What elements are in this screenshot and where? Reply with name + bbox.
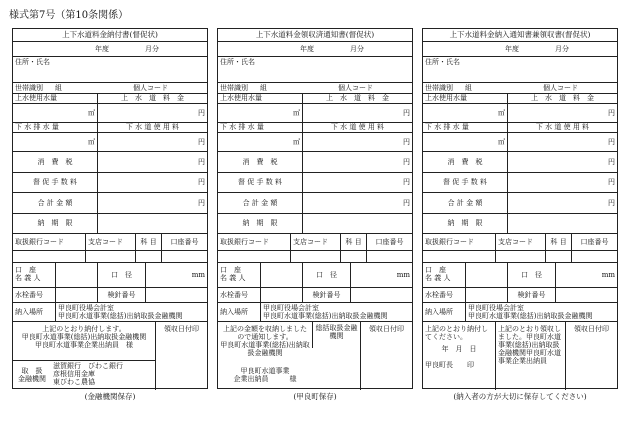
payee-text: 甲良町役場会計室 甲良町水道事業(総括)出納取扱金融機関 xyxy=(465,303,617,321)
subject-label: 科 目 xyxy=(545,234,571,250)
form-payment-slip xyxy=(12,28,208,389)
water-fee-field[interactable]: 円 xyxy=(302,104,412,122)
tax-field[interactable]: 円 xyxy=(507,152,617,172)
account-number-label: 口座番号 xyxy=(161,234,207,250)
water-volume-label: 上水使用水量 xyxy=(425,94,467,103)
sewer-volume-label: 下 水 排 水 量 xyxy=(220,123,264,132)
caption: (甲良町保存) xyxy=(293,392,337,401)
account-number-label: 口座番号 xyxy=(571,234,617,250)
account-holder-label: 口 座 名 義 人 xyxy=(220,266,246,283)
account-holder-field[interactable] xyxy=(465,263,507,287)
inspection-number-field[interactable] xyxy=(555,288,617,302)
due-date-field[interactable] xyxy=(97,214,207,233)
group-label: 組 xyxy=(260,83,267,92)
household-label: 世帯識別 xyxy=(15,83,43,92)
subject-label: 科 目 xyxy=(135,234,161,250)
account-holder-field[interactable] xyxy=(55,263,97,287)
notice-text: 上記のとおり納付してください。 年 月 日 甲良町長 印 xyxy=(425,325,488,370)
tax-label: 消 費 税 xyxy=(242,157,278,166)
total-label: 合 計 金 額 xyxy=(242,198,278,207)
sewer-fee-label: 下 水 道 使 用 料 xyxy=(97,123,207,132)
inspection-number-field[interactable] xyxy=(350,288,412,302)
water-fee-label: 上 水 道 料 金 xyxy=(97,94,207,103)
receipt-text: 上記のとおり納付します。 甲良町水道事業(総括)出納取扱金融機関 甲良町水道事業企業出納員 様 xyxy=(21,325,147,350)
meter-number-label: 水栓番号 xyxy=(425,290,453,299)
inspection-number-label: 検針番号 xyxy=(97,288,145,302)
reminder-fee-field[interactable]: 円 xyxy=(97,173,207,192)
reminder-fee-label: 督 促 手 数 料 xyxy=(33,178,77,187)
inspection-number-field[interactable] xyxy=(145,288,207,302)
account-holder-label: 口 座 名 義 人 xyxy=(425,266,451,283)
due-date-label: 納 期 限 xyxy=(242,219,278,228)
reminder-fee-label: 督 促 手 数 料 xyxy=(238,178,282,187)
stamp-area[interactable]: 領収日付印 xyxy=(565,322,617,390)
sewer-volume-field[interactable]: ㎥ xyxy=(498,137,505,146)
form-title: 上下水道料金納入通知書兼領収書(督促状) xyxy=(449,29,591,39)
diameter-field[interactable]: mm xyxy=(145,263,207,287)
address-name-field[interactable]: 住所・氏名 xyxy=(15,58,50,66)
meter-number-field[interactable] xyxy=(55,288,97,302)
total-field[interactable]: 円 xyxy=(507,193,617,213)
sewer-fee-field[interactable]: 円 xyxy=(302,133,412,151)
form-receipt-notice xyxy=(217,28,413,389)
bank-code-label: 取扱銀行コード xyxy=(220,237,269,246)
branch-code-label: 支店コード xyxy=(290,234,340,250)
sewer-volume-field[interactable]: ㎥ xyxy=(88,137,95,146)
due-date-field[interactable] xyxy=(302,214,412,233)
payee-text: 甲良町役場会計室 甲良町水道事業(総括)出納取扱金融機関 xyxy=(55,303,207,321)
due-date-field[interactable] xyxy=(507,214,617,233)
sewer-volume-field[interactable]: ㎥ xyxy=(293,137,300,146)
reminder-fee-field[interactable]: 円 xyxy=(507,173,617,192)
water-volume-field[interactable]: ㎥ xyxy=(88,108,95,117)
personal-code-label: 個人コード xyxy=(133,83,168,92)
bank-code-label: 取扱銀行コード xyxy=(15,237,64,246)
water-volume-field[interactable]: ㎥ xyxy=(293,108,300,117)
sewer-fee-field[interactable]: 円 xyxy=(97,133,207,151)
water-volume-field[interactable]: ㎥ xyxy=(498,108,505,117)
bank-section xyxy=(13,360,155,390)
meter-number-label: 水栓番号 xyxy=(220,290,248,299)
household-label: 世帯識別 xyxy=(220,83,248,92)
diameter-label: 口 径 xyxy=(97,263,145,287)
total-field[interactable]: 円 xyxy=(97,193,207,213)
water-fee-label: 上 水 道 料 金 xyxy=(507,94,617,103)
water-fee-field[interactable]: 円 xyxy=(97,104,207,122)
receipt-text: 上記の金額を収納しましたので通知します。 甲良町水道事業(総括)出納取扱金融機関 甲良町水道事業 企業出納員 様 xyxy=(220,325,310,384)
account-number-label: 口座番号 xyxy=(366,234,412,250)
sewer-volume-label: 下 水 排 水 量 xyxy=(425,123,469,132)
due-date-label: 納 期 限 xyxy=(447,219,483,228)
water-fee-field[interactable]: 円 xyxy=(507,104,617,122)
form-title: 上下水道料金納付書(督促状) xyxy=(62,29,158,39)
diameter-field[interactable]: mm xyxy=(555,263,617,287)
inspection-number-label: 検針番号 xyxy=(507,288,555,302)
water-volume-label: 上水使用水量 xyxy=(220,94,262,103)
bank-code-label: 取扱銀行コード xyxy=(425,237,474,246)
group-label: 組 xyxy=(465,83,472,92)
meter-number-label: 水栓番号 xyxy=(15,290,43,299)
stamp-area[interactable]: 領収日付印 xyxy=(360,322,412,390)
sewer-fee-label: 下 水 道 使 用 料 xyxy=(507,123,617,132)
form-title: 上下水道料金領収済通知書(督促状) xyxy=(255,29,375,39)
payee-label: 納入場所 xyxy=(15,307,43,316)
meter-number-field[interactable] xyxy=(465,288,507,302)
tax-field[interactable]: 円 xyxy=(302,152,412,172)
diameter-field[interactable]: mm xyxy=(350,263,412,287)
payee-text: 甲良町役場会計室 甲良町水道事業(総括)出納取扱金融機関 xyxy=(260,303,412,321)
month-label: 月分 xyxy=(350,44,364,53)
sewer-fee-field[interactable]: 円 xyxy=(507,133,617,151)
meter-number-field[interactable] xyxy=(260,288,302,302)
subject-label: 科 目 xyxy=(340,234,366,250)
total-field[interactable]: 円 xyxy=(302,193,412,213)
diameter-label: 口 径 xyxy=(302,263,350,287)
caption: (納入者の方が大切に保存してください) xyxy=(453,392,587,401)
form-notice-receipt xyxy=(422,28,618,389)
reminder-fee-label: 督 促 手 数 料 xyxy=(443,178,487,187)
due-date-label: 納 期 限 xyxy=(37,219,73,228)
total-label: 合 計 金 額 xyxy=(447,198,483,207)
water-fee-label: 上 水 道 料 金 xyxy=(302,94,412,103)
personal-code-label: 個人コード xyxy=(338,83,373,92)
inspection-number-label: 検針番号 xyxy=(302,288,350,302)
account-holder-label: 口 座 名 義 人 xyxy=(15,266,41,283)
receipt-text: 上記のとおり領収しました。甲良町水道事業(総括)出納取扱金融機関甲良町水道事業企業出納員 xyxy=(495,322,565,390)
year-label: 年度 xyxy=(95,44,109,53)
bank-list: 滋賀銀行 びわこ銀行 彦根信用金庫 東びわこ農協 xyxy=(53,362,123,387)
tax-field[interactable]: 円 xyxy=(97,152,207,172)
account-holder-field[interactable] xyxy=(260,263,302,287)
personal-code-label: 個人コード xyxy=(543,83,578,92)
branch-code-label: 支店コード xyxy=(85,234,135,250)
sewer-fee-label: 下 水 道 使 用 料 xyxy=(302,123,412,132)
diameter-label: 口 径 xyxy=(507,263,555,287)
month-label: 月分 xyxy=(555,44,569,53)
bank-mid-text: 総括取扱金融機関 xyxy=(312,322,360,348)
tax-label: 消 費 税 xyxy=(447,157,483,166)
month-label: 月分 xyxy=(145,44,159,53)
household-label: 世帯識別 xyxy=(425,83,453,92)
bank-label: 取 扱 金融機関 xyxy=(18,367,46,384)
group-label: 組 xyxy=(55,83,62,92)
year-label: 年度 xyxy=(505,44,519,53)
stamp-area[interactable]: 領収日付印 xyxy=(155,322,207,390)
water-volume-label: 上水使用水量 xyxy=(15,94,57,103)
tax-label: 消 費 税 xyxy=(37,157,73,166)
reminder-fee-field[interactable]: 円 xyxy=(302,173,412,192)
address-name-field[interactable]: 住所・氏名 xyxy=(220,58,255,66)
form-number: 様式第7号（第10条関係） xyxy=(9,10,129,21)
branch-code-label: 支店コード xyxy=(495,234,545,250)
year-label: 年度 xyxy=(300,44,314,53)
payee-label: 納入場所 xyxy=(220,307,248,316)
total-label: 合 計 金 額 xyxy=(37,198,73,207)
caption: (金融機関保存) xyxy=(84,392,136,401)
sewer-volume-label: 下 水 排 水 量 xyxy=(15,123,59,132)
address-name-field[interactable]: 住所・氏名 xyxy=(425,58,460,66)
payee-label: 納入場所 xyxy=(425,307,453,316)
